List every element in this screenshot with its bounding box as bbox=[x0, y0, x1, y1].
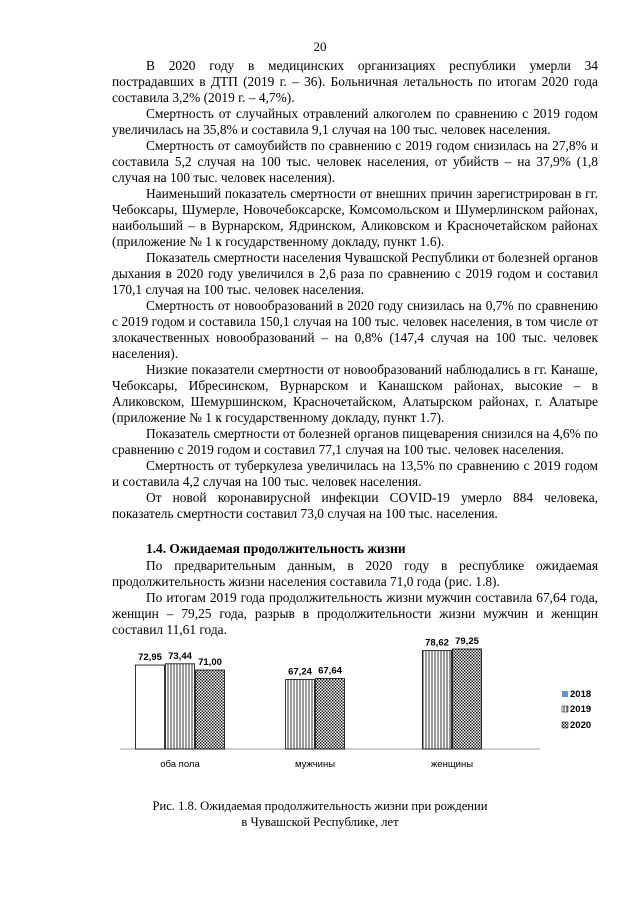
category-label: оба пола bbox=[160, 759, 200, 770]
life-expectancy-chart bbox=[110, 628, 610, 778]
caption-line-2: в Чувашской Республике, лет bbox=[241, 815, 399, 829]
paragraph: По предварительным данным, в 2020 году в республике ожидаемая продолжительность жизни населения составила 71,0 года (рис. 1.8). bbox=[112, 558, 598, 589]
paragraph: Показатель смертности от болезней органов пищеварения снизился на 4,6% по сравнению с 2019 годом и составил 77,1 случая на 100 тыс. человек населения. bbox=[112, 426, 598, 457]
bar-value-label: 67,64 bbox=[318, 665, 342, 677]
bar-value-label: 67,24 bbox=[288, 666, 312, 678]
bar-2020 bbox=[316, 679, 345, 749]
bar-value-label: 71,00 bbox=[198, 657, 222, 669]
section-heading: 1.4. Ожидаемая продолжительность жизни bbox=[146, 541, 406, 556]
paragraph: Показатель смертности населения Чувашской Республики от болезней органов дыхания в 2020 году увеличился в 2,6 раза по сравнению с 2019 годом и составил 170,1 случая на 100 тыс. человек населения. bbox=[112, 250, 598, 297]
legend-label-2020: 2020 bbox=[570, 720, 592, 731]
category-label: женщины bbox=[430, 759, 474, 770]
legend-swatch-2020 bbox=[562, 722, 568, 728]
bar-2019 bbox=[286, 680, 315, 749]
section-text bbox=[112, 558, 598, 638]
bar-2020 bbox=[453, 649, 482, 749]
bar-value-label: 78,62 bbox=[425, 637, 449, 649]
paragraph: Наименьший показатель смертности от внешних причин зарегистрирован в гг. Чебоксары, Шумерле, Новочебоксарске, Комсомольском и Шумерлинском районах, наибольший – в Вурнарском, Ядринском, Аликовском и Красночетайском районах (приложение № 1 к государственному докладу, пункт 1.6). bbox=[112, 186, 598, 249]
paragraph: По итогам 2019 года продолжительность жизни мужчин составила 67,64 года, женщин – 79,25 года, разрыв в продолжительности жизни мужчин и женщин составил 11,61 года. bbox=[112, 590, 598, 637]
legend-swatch-2018 bbox=[562, 691, 568, 697]
page-number: 20 bbox=[313, 39, 327, 54]
legend-swatch-2019 bbox=[562, 706, 568, 712]
figure-caption bbox=[0, 798, 640, 830]
bar-value-label: 79,25 bbox=[455, 636, 479, 648]
paragraph: Смертность от случайных отравлений алкоголем по сравнению с 2019 годом увеличилась на 35,8% и составила 9,1 случая на 100 тыс. человек населения. bbox=[112, 106, 598, 137]
legend-label-2019: 2019 bbox=[570, 704, 592, 715]
paragraph: Смертность от самоубийств по сравнению с 2019 годом снизилась на 27,8% и составила 5,2 случая на 100 тыс. человек населения, от убийств – на 37,9% (1,8 случая на 100 тыс. человек населения). bbox=[112, 138, 598, 185]
bar-2018 bbox=[136, 665, 165, 749]
legend-label-2018: 2018 bbox=[570, 689, 592, 700]
body-text bbox=[112, 58, 598, 522]
bars-layer bbox=[136, 649, 482, 749]
paragraph: Низкие показатели смертности от новообразований наблюдались в гг. Канаше, Чебоксары, Ибресинском, Вурнарском и Канашском районах, высокие – в Аликовском, Шемуршинском, Красночетайском, Алатырском районах, г. Алатыре (приложение № 1 к государственному докладу, пункт 1.7). bbox=[112, 362, 598, 425]
bar-value-label: 73,44 bbox=[168, 650, 192, 662]
paragraph: От новой коронавирусной инфекции COVID-19 умерло 884 человека, показатель смертности составил 73,0 случая на 100 тыс. населения. bbox=[112, 490, 598, 521]
caption-line-1: Рис. 1.8. Ожидаемая продолжительность жизни при рождении bbox=[152, 799, 488, 813]
bar-2020 bbox=[196, 670, 225, 749]
bar-2019 bbox=[423, 651, 452, 749]
paragraph: Смертность от туберкулеза увеличилась на 13,5% по сравнению с 2019 годом и составила 4,2 случая на 100 тыс. человек населения. bbox=[112, 458, 598, 489]
bar-2019 bbox=[166, 664, 195, 749]
category-label: мужчины bbox=[294, 759, 336, 770]
bar-value-label: 72,95 bbox=[138, 652, 162, 664]
paragraph: В 2020 году в медицинских организациях республики умерли 34 пострадавших в ДТП (2019 г. – 36). Больничная летальность по итогам 2020 года составила 3,2% (2019 г. – 4,7%). bbox=[112, 58, 598, 105]
paragraph: Смертность от новообразований в 2020 году снизилась на 0,7% по сравнению с 2019 годом и составила 150,1 случая на 100 тыс. человек населения, в том числе от злокачественных новообразований – на 0,8% (147,4 случая на 100 тыс. человек населения). bbox=[112, 298, 598, 361]
legend bbox=[562, 689, 591, 731]
